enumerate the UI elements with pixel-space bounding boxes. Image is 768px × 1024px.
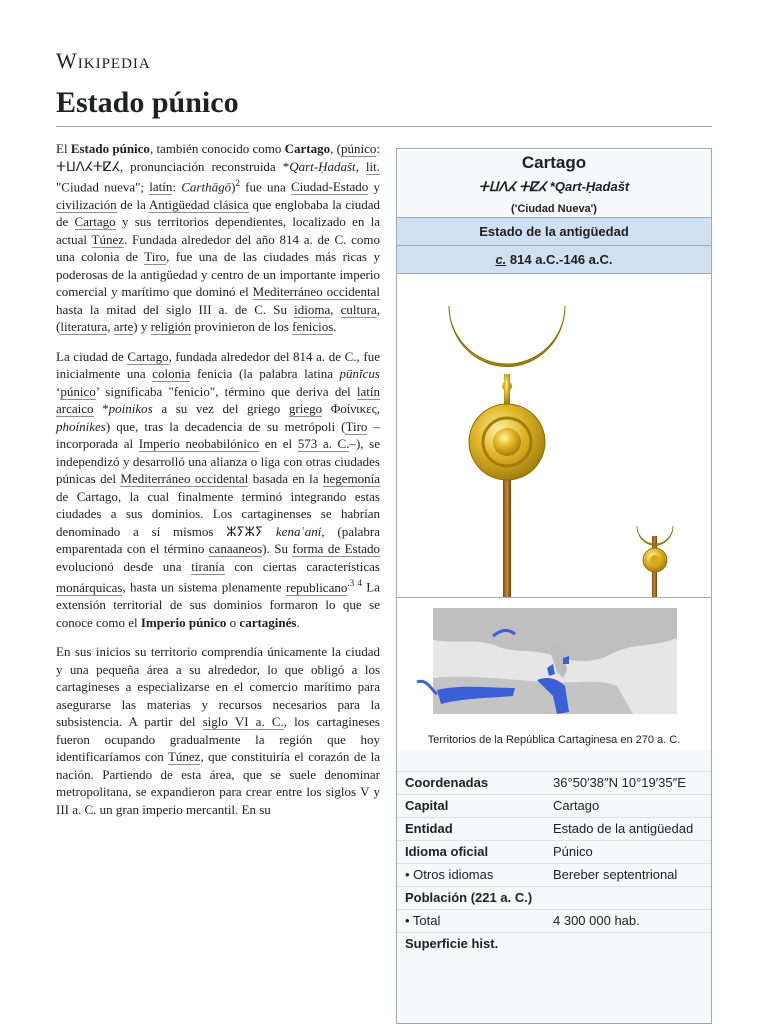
- article-link[interactable]: hegemonía: [322, 471, 381, 487]
- article-body: [56, 140, 380, 830]
- infobox-row: [397, 932, 711, 955]
- infobox-row-label: • Total: [405, 913, 441, 928]
- article-text: , (: [56, 301, 380, 335]
- infobox-row-value[interactable]: Estado de la antigüedad: [553, 821, 694, 836]
- article-text: , (palabra emparentada con el término: [56, 523, 380, 557]
- paragraph-intro: [56, 140, 380, 336]
- article-text: El: [56, 141, 71, 156]
- bold-term: Imperio púnico: [140, 614, 227, 630]
- article-text: . Fundada alrededor del año 814 a. de C. como una colonia de: [56, 231, 380, 265]
- article-text: con ciertas características: [224, 558, 380, 574]
- article-link[interactable]: tiranía: [191, 558, 225, 574]
- article-text: : ⵜⵡⴷⵃⵜⵇⵃ, pronunciación reconstruida *: [56, 141, 380, 174]
- article-text: ). Su: [262, 541, 293, 557]
- article-text: –incorporada al: [56, 418, 381, 452]
- article-link[interactable]: Mediterráneo occidental: [252, 284, 381, 300]
- infobox-row-label: Coordenadas: [405, 775, 489, 790]
- article-text: hasta la mitad del siglo III a. de C. Su: [56, 301, 295, 317]
- infobox-row-label: Población (221 a. C.): [405, 890, 533, 905]
- article-link[interactable]: religión: [150, 319, 192, 335]
- article-text: a su vez del griego: [152, 401, 289, 417]
- article-link[interactable]: arte: [113, 319, 134, 335]
- article-text: y sus territorios dependientes, localizado en la actual: [56, 214, 380, 247]
- article-text: ) y: [133, 319, 151, 335]
- article-text: , fundada alrededor del 814 a. de C., fue inicialmente una: [56, 348, 380, 382]
- article-text: *: [93, 401, 109, 417]
- article-link[interactable]: monárquicas: [56, 579, 123, 595]
- article-text: fenicia (la palabra latina: [190, 366, 340, 382]
- article-text: En sus inicios su territorio comprendía únicamente la ciudad y una pequeña área a su alrededor, lo que obligó a los cartagineses a especializarse en el comercio marítimo para asegurarse las materias y recursos necesarios para la subsistencia. A partir del: [56, 644, 380, 730]
- map-section: [397, 597, 711, 750]
- article-text: ,: [355, 158, 366, 174]
- state-type-link[interactable]: Estado de la antigüedad: [479, 224, 629, 239]
- article-text: , los cartagineses fueron ocupando gradualmente la región que hoy identificaríamos con: [56, 714, 380, 765]
- article-text: o: [226, 614, 240, 630]
- article-link[interactable]: Mediterráneo occidental: [120, 471, 249, 487]
- article-text: pūnĭcus: [339, 366, 380, 382]
- article-text: en el: [259, 436, 298, 452]
- infobox: [396, 148, 712, 1024]
- article-link[interactable]: canaaneos: [208, 541, 263, 557]
- article-text: que englobaba la ciudad de: [56, 196, 380, 230]
- bold-term: Cartago: [284, 141, 331, 156]
- bold-term: cartaginés: [239, 614, 297, 630]
- infobox-row-label: Entidad: [405, 821, 453, 836]
- article-link[interactable]: 573 a. C.: [297, 436, 350, 452]
- article-link[interactable]: Ciudad-Estado: [290, 179, 369, 195]
- infobox-row: [397, 840, 711, 863]
- article-text: , hasta un sistema plenamente: [122, 579, 286, 595]
- article-text: y: [368, 179, 380, 195]
- article-link[interactable]: Imperio neobabilónico: [138, 436, 260, 452]
- infobox-row-label: Superficie hist.: [405, 936, 499, 951]
- article-text: La extensión territorial de sus dominios formaron lo que se conoce como el: [56, 579, 381, 630]
- article-text: .: [333, 319, 337, 335]
- article-text: , (: [330, 141, 341, 156]
- article-link[interactable]: latín arcaico: [56, 383, 380, 417]
- article-text: Carthāgō: [181, 179, 232, 195]
- article-text: ‘: [56, 383, 61, 399]
- paragraph-territory: [56, 643, 380, 818]
- article-link[interactable]: forma de Estado: [292, 541, 380, 557]
- infobox-row-label: Capital: [405, 798, 449, 813]
- article-text: kenaʿani: [275, 523, 322, 539]
- infobox-row: [397, 909, 711, 932]
- infobox-row-value[interactable]: Púnico: [553, 844, 593, 859]
- article-link[interactable]: Tiro: [345, 418, 368, 434]
- article-link[interactable]: Cartago: [127, 348, 169, 364]
- infobox-row: [397, 817, 711, 840]
- article-link[interactable]: literatura: [60, 319, 108, 335]
- article-link[interactable]: republicano: [285, 579, 348, 595]
- article-text: ): [231, 179, 236, 195]
- article-text: evolucionó desde una: [56, 558, 192, 574]
- article-link[interactable]: griego: [288, 401, 323, 417]
- article-link[interactable]: lit.: [365, 158, 380, 174]
- infobox-translation: ('Ciudad Nueva'): [511, 203, 597, 215]
- circa-abbrev[interactable]: c.: [495, 252, 507, 267]
- article-text: Qart-Ḥadašt: [289, 158, 356, 174]
- article-text: La ciudad de: [56, 348, 128, 364]
- article-text: , fue una de las ciudades más ricas y poderosas de la antigüedad y centro de un importante imperio comercial y marítimo que dominó el: [56, 249, 380, 300]
- article-link[interactable]: colonia: [152, 366, 191, 382]
- article-text: .: [296, 614, 300, 630]
- infobox-row-label: Idioma oficial: [405, 844, 489, 859]
- article-text: ’ significaba "fenicio", término que deriva del: [95, 383, 357, 399]
- article-link[interactable]: fenicios: [292, 319, 334, 335]
- page-title: Estado púnico: [56, 86, 239, 119]
- infobox-native-name: ⵜⵡⴷⵃ ⵜⵇⵃ *Qart-Ḥadašt: [478, 179, 630, 194]
- article-link[interactable]: Tiro: [144, 249, 167, 265]
- infobox-title: Cartago: [521, 153, 587, 172]
- article-link[interactable]: civilización: [56, 196, 117, 212]
- article-text: ,: [107, 319, 114, 335]
- article-link[interactable]: púnico: [340, 141, 377, 156]
- article-text: phoínikes: [56, 418, 106, 434]
- article-text: –), se independizó y desarrolló una alianza o liga con otras ciudades púnicas del: [56, 436, 380, 487]
- title-divider: [56, 126, 712, 127]
- map-svg[interactable]: [397, 608, 711, 728]
- footnote-ref[interactable]: .3 4: [347, 578, 362, 589]
- article-link[interactable]: Cartago: [74, 214, 116, 230]
- article-link[interactable]: Antigüedad clásica: [148, 196, 249, 212]
- article-text: basada en la: [248, 471, 323, 487]
- article-link[interactable]: Túnez: [167, 749, 201, 765]
- article-link[interactable]: Túnez: [91, 231, 125, 247]
- infobox-period: [397, 245, 711, 273]
- paragraph-history: [56, 348, 380, 631]
- map-caption: Territorios de la República Cartaginesa en 270 a. C.: [427, 734, 681, 746]
- article-text: "Ciudad nueva";: [56, 179, 150, 195]
- period-range: 814 a.C.-146 a.C.: [506, 252, 613, 267]
- article-link[interactable]: siglo VI a. C.: [202, 714, 284, 730]
- article-link[interactable]: idioma: [294, 301, 331, 317]
- infobox-row-label: • Otros idiomas: [405, 867, 494, 882]
- article-text: poinikos: [108, 401, 153, 417]
- article-text: :: [172, 179, 182, 195]
- infobox-row-value[interactable]: Cartago: [553, 798, 600, 813]
- infobox-row-value[interactable]: 4 300 000 hab.: [553, 913, 640, 928]
- infobox-row: [397, 794, 711, 817]
- article-text: de la: [116, 196, 149, 212]
- article-text: , también conocido como: [149, 141, 285, 156]
- infobox-row: [397, 771, 711, 794]
- article-link[interactable]: púnico: [60, 383, 96, 399]
- article-link[interactable]: cultura: [340, 301, 377, 317]
- article-text: ,: [330, 301, 341, 317]
- article-text: fue una: [239, 179, 291, 195]
- shield-image[interactable]: [637, 526, 673, 598]
- infobox-row: [397, 863, 711, 886]
- article-text: Φοίνικες,: [322, 401, 380, 417]
- infobox-row-value[interactable]: 36°50′38″N 10°19′35″E: [553, 775, 686, 790]
- article-text: ) que, tras la decadencia de su metrópoli (: [105, 418, 346, 434]
- article-text: , que constituiría el corazón de la nación. Partiendo de esta área, que se suele denominar metropolitana, se expandieron para crear entre los siglos V y III a. C. un gran imperio mercantil. En su: [56, 749, 380, 817]
- article-text: de Cartago, la cual finalmente terminó integrando estas ciudades a sus dominios. Los cartaginenses se habrían denominado a sí mismos ⵣⵢⵣⵢ: [56, 488, 380, 539]
- infobox-state-type[interactable]: [397, 217, 711, 245]
- infobox-row: [397, 886, 711, 909]
- infobox-row-value[interactable]: Bereber septentrional: [553, 867, 678, 882]
- article-link[interactable]: latín: [149, 179, 173, 195]
- bold-term: Estado púnico: [70, 141, 150, 156]
- footnote-ref[interactable]: 2: [235, 178, 240, 188]
- wikipedia-logo[interactable]: Wikipedia: [56, 48, 151, 73]
- article-text: provinieron de los: [191, 319, 293, 335]
